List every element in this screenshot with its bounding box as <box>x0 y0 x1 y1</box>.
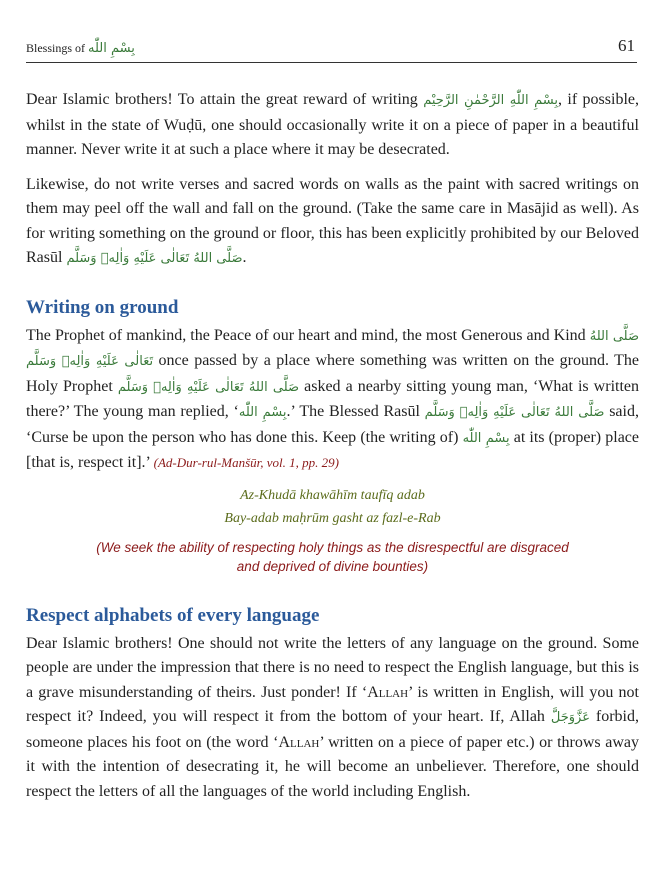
paragraph-text: once passed by a place where something was written on the ground. The Holy Prophet <box>26 352 640 395</box>
poem-line: Bay-adab maḥrūm gasht az fazl-e-Rab <box>224 510 441 526</box>
paragraph-text: Dear Islamic brothers! One should not write the letters of any language on the ground. Some people are under the impression that there is no need to respect the English language, but this is a grave misunderstanding of theirs. Just ponder! If ‘ <box>26 634 639 701</box>
bismillah-arabic: بِسْمِ اللّٰه <box>238 405 287 420</box>
paragraph-prophet-passed <box>26 324 639 476</box>
poem-line: Az-Khudā khawāhīm taufīq adab <box>240 487 425 503</box>
salutation-arabic: صَلَّى اللهُ تَعَالٰى عَلَيْهِ وَاٰلِهٖ وَسَلَّم <box>424 405 605 420</box>
page-header <box>26 36 637 63</box>
bismillah-arabic: بِسْمِ اللّٰهِ الرَّحْمٰنِ الرَّحِيْم <box>423 93 559 108</box>
heading-writing-on-ground: Writing on ground <box>26 296 179 318</box>
paragraph-text: forbid, someone places his foot on (the word ‘ <box>26 708 639 751</box>
paragraph-text: , if possible, whilst in the state of Wuḍū, one should occasionally write it on a piece of paper in a beautiful manner. Never write it at such a place where it may be desecrated. <box>26 91 640 158</box>
translation-line: (We seek the ability of respecting holy things as the disrespectful are disgraced <box>96 539 569 555</box>
heading-respect-alphabets: Respect alphabets of every language <box>26 604 320 626</box>
poem-translation <box>26 538 639 576</box>
running-title-arabic: بِسْمِ اللّٰه <box>88 41 135 56</box>
paragraph-text: ’ written on a piece of paper etc.) or throws away it with the intention of desecrating it, he will become an unbeliever. Therefore, one should respect the letters of all the languages of the world including English. <box>26 733 639 800</box>
page-body <box>26 88 639 814</box>
paragraph-text: said, ‘Curse be upon the person who has done this. Keep (the writing of) <box>26 403 639 446</box>
paragraph-walls <box>26 173 639 272</box>
paragraph-text: The Prophet of mankind, the Peace of our heart and mind, the most Generous and Kind <box>26 326 586 344</box>
paragraph-text: Likewise, do not write verses and sacred words on walls as the paint with sacred writings on them may peel off the wall and fall on the ground. (Take the same care in Masājid as well). As for writing something on the ground or floor, this has been explicitly prohibited by our Beloved Rasūl <box>26 175 639 266</box>
paragraph-text: . <box>242 249 247 266</box>
running-title <box>26 41 135 56</box>
paragraph-reward-of-writing <box>26 88 639 163</box>
allah-word: Allah <box>367 683 409 701</box>
bismillah-arabic: بِسْمِ اللّٰه <box>462 430 510 446</box>
page-number: 61 <box>618 36 635 55</box>
paragraph-text: at its (proper) place [that is, respect it].’ <box>26 428 640 471</box>
paragraph-text: .’ The Blessed Rasūl <box>286 403 420 420</box>
paragraph-respect-alphabets <box>26 632 639 805</box>
salutation-arabic: صَلَّى اللهُ تَعَالٰى عَلَيْهِ وَاٰلِهٖ وَسَلَّم <box>66 251 243 266</box>
paragraph-text: Dear Islamic brothers! To attain the great reward of writing <box>26 91 418 108</box>
allah-word: Allah <box>278 733 320 751</box>
azza-wa-jal-arabic: عَزَّوَجَلَّ <box>550 710 590 725</box>
reference-citation: (Ad-Dur-rul-Manšūr, vol. 1, pp. 29) <box>153 455 339 470</box>
running-title-text: Blessings of <box>26 41 86 55</box>
salutation-arabic: صَلَّى اللهُ تَعَالٰى عَلَيْهِ وَاٰلِهٖ وَسَلَّم <box>26 328 639 369</box>
paragraph-text: asked a nearby sitting young man, ‘What is written there?’ The young man replied, ‘ <box>26 377 639 420</box>
salutation-arabic: صَلَّى اللهُ تَعَالٰى عَلَيْهِ وَاٰلِهٖ وَسَلَّم <box>117 379 300 395</box>
translation-line: and deprived of divine bounties) <box>236 558 429 574</box>
paragraph-text: ’ is written in English, will you not respect it? Indeed, you will respect it from the bottom of your heart. If, Allah <box>26 683 639 725</box>
poem-couplet <box>26 484 639 530</box>
